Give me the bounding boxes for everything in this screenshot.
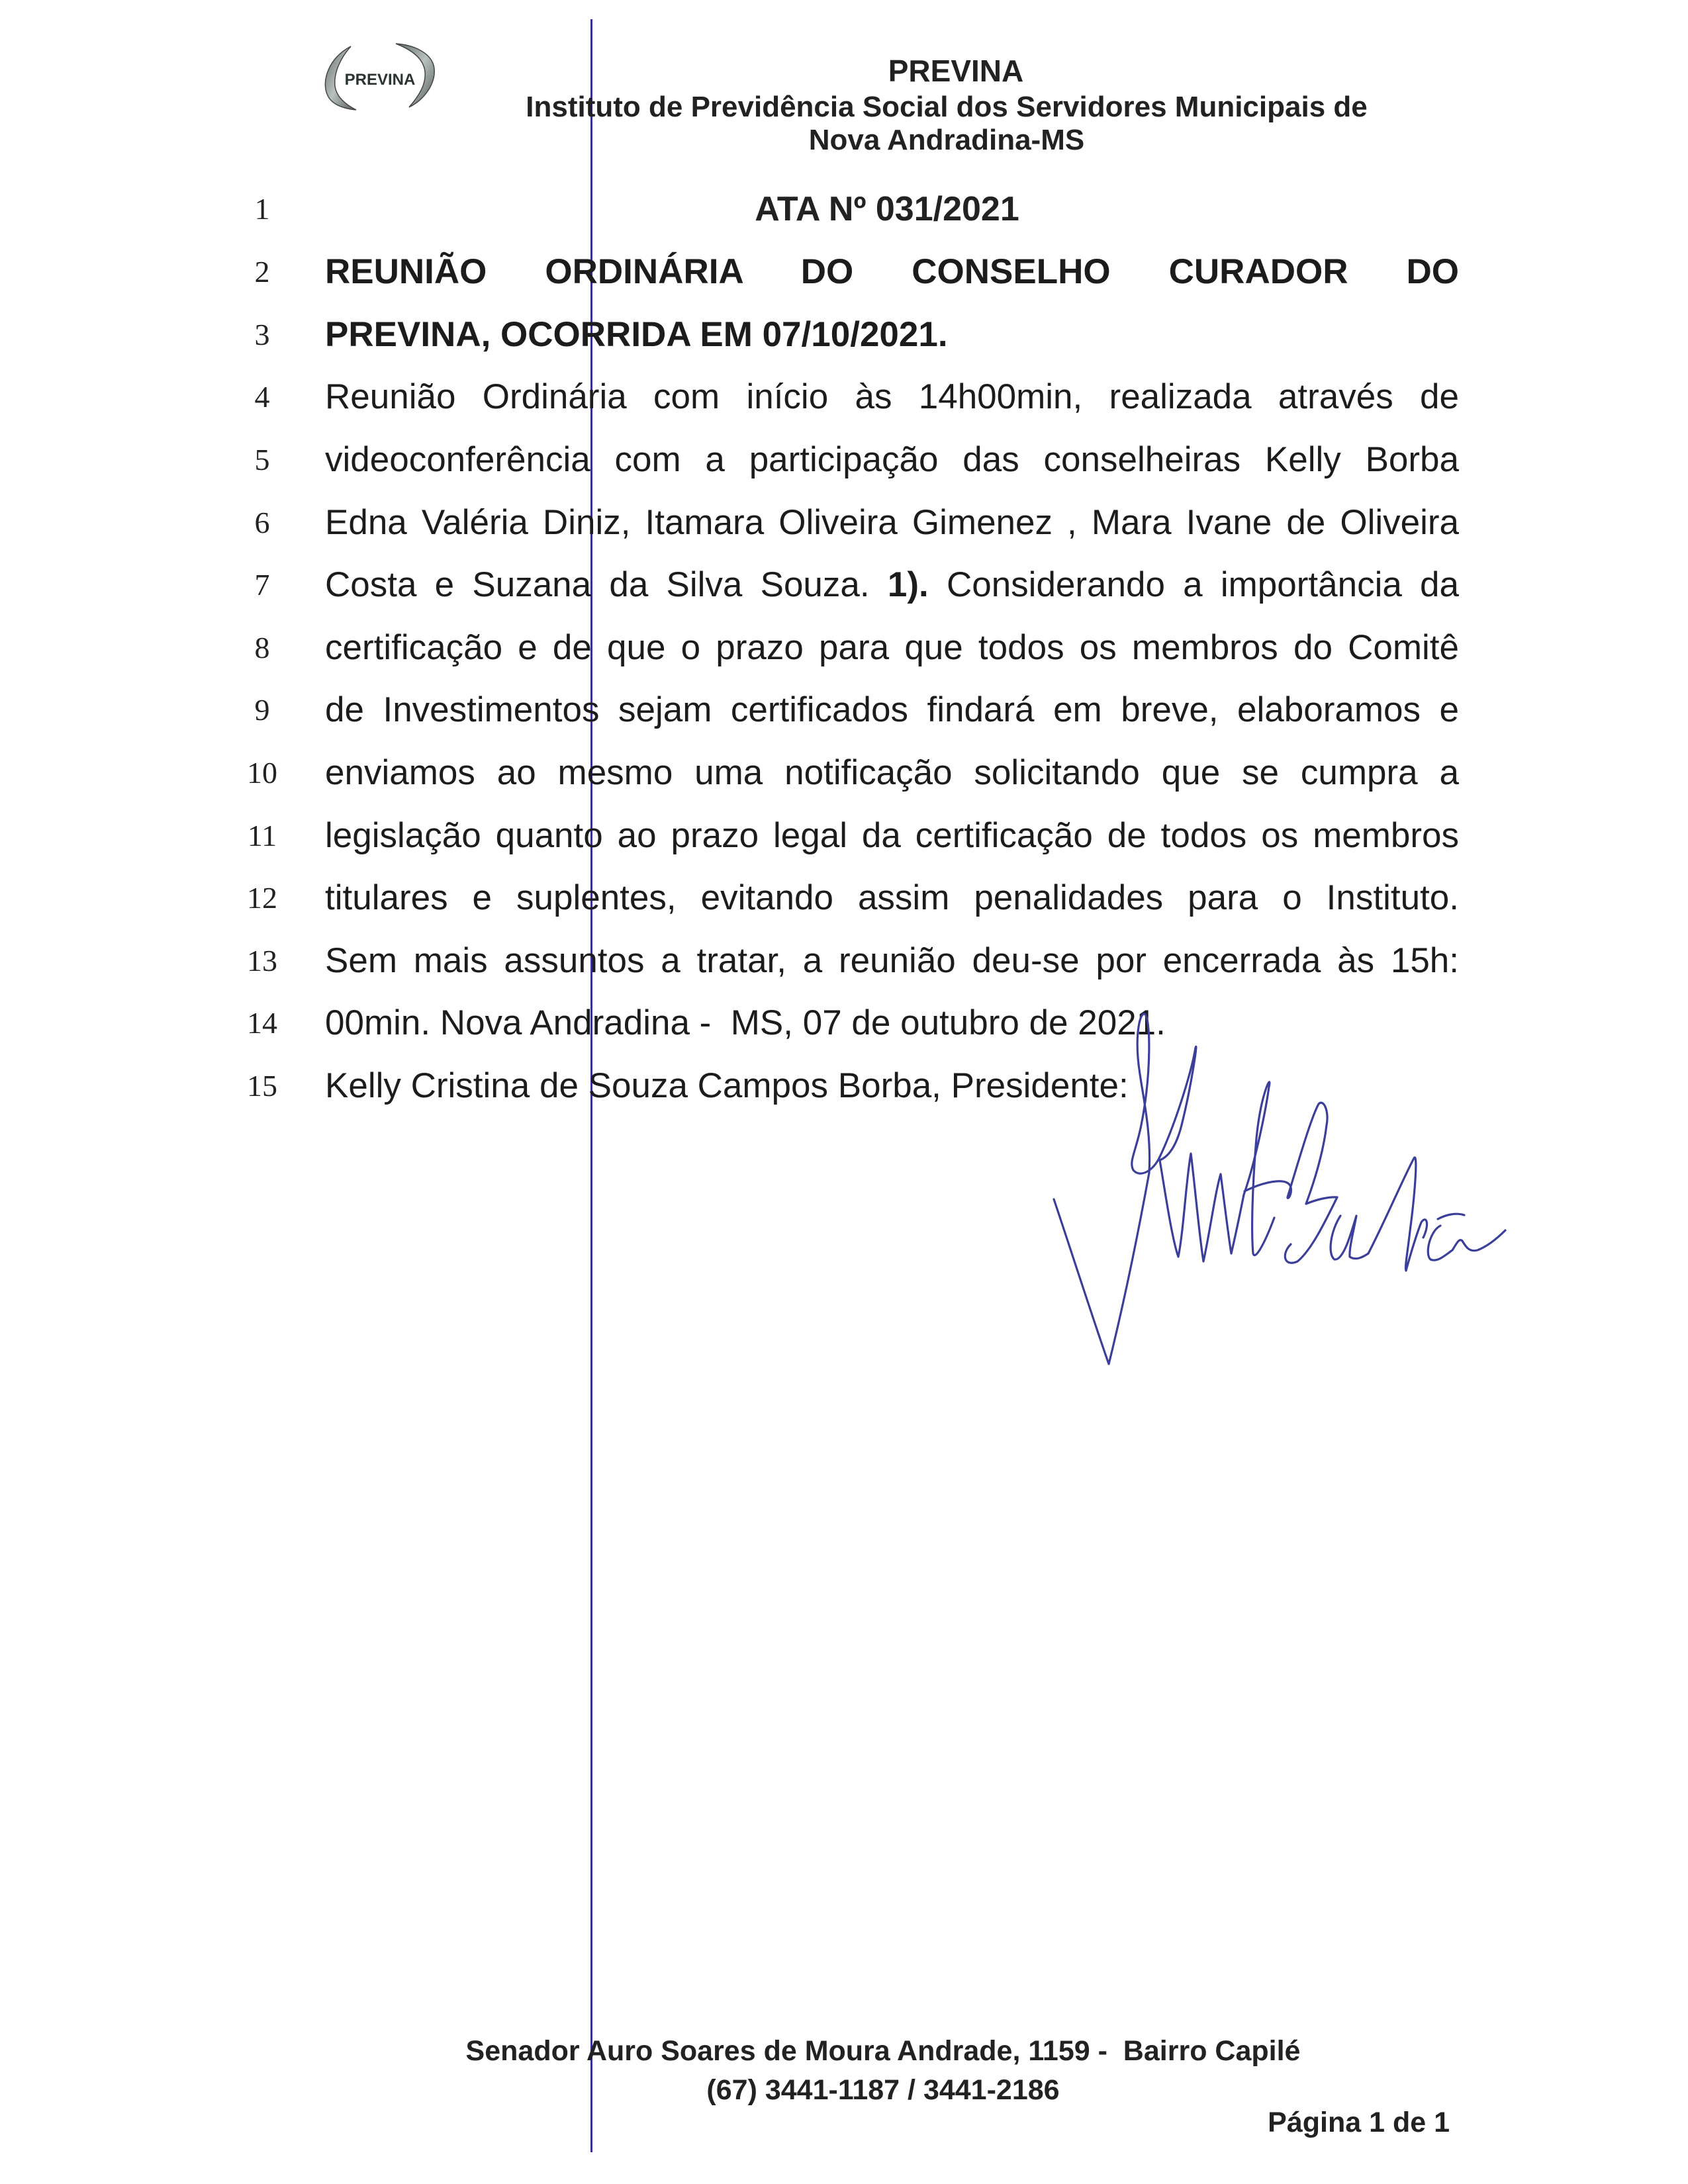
- previna-logo-icon: [316, 40, 444, 119]
- logo-text: PREVINA: [344, 71, 416, 89]
- line-number: 3: [254, 318, 270, 351]
- line-number: 5: [254, 443, 270, 477]
- body-line: enviamos ao mesmo uma notificação solicitando que se cumpra a: [325, 753, 1459, 792]
- signatory-line: Kelly Cristina de Souza Campos Borba, Presidente:: [325, 1066, 1129, 1105]
- footer-phone: (67) 3441-1187 / 3441-2186: [706, 2074, 1060, 2106]
- body-line: Reunião Ordinária com início às 14h00min, realizada através de: [325, 377, 1459, 416]
- institute-name: Instituto de Previdência Social dos Servidores Municipais de: [526, 91, 1368, 123]
- body-text: Considerando a importância da: [946, 565, 1459, 604]
- body-line: titulares e suplentes, evitando assim penalidades para o Instituto.: [325, 878, 1459, 917]
- line-number: 15: [247, 1069, 277, 1103]
- body-line: legislação quanto ao prazo legal da certificação de todos os membros: [325, 816, 1459, 855]
- footer-address: Senador Auro Soares de Moura Andrade, 1159 - Bairro Capilé: [465, 2035, 1301, 2067]
- document-title: ATA Nº 031/2021: [755, 190, 1019, 228]
- institute-city: Nova Andradina-MS: [808, 124, 1085, 156]
- line-number: 2: [254, 255, 270, 289]
- handwritten-signature-icon: [1033, 999, 1523, 1383]
- line-number: 9: [254, 693, 270, 727]
- body-line: certificação e de que o prazo para que todos os membros do Comitê: [325, 628, 1459, 667]
- signature: [1033, 999, 1523, 1383]
- subject-line-1: REUNIÃO ORDINÁRIA DO CONSELHO CURADOR DO: [325, 252, 1459, 291]
- body-line: [325, 565, 1459, 605]
- line-number: 14: [247, 1006, 277, 1040]
- body-text: Costa e Suzana da Silva Souza.: [325, 565, 870, 604]
- body-line: Sem mais assuntos a tratar, a reunião deu-se por encerrada às 15h:: [325, 941, 1459, 980]
- organization-name: PREVINA: [888, 54, 1024, 88]
- line-number: 11: [247, 819, 277, 852]
- subject-line-2: PREVINA, OCORRIDA EM 07/10/2021.: [325, 315, 948, 354]
- line-number: 1: [254, 192, 270, 226]
- body-line: 00min. Nova Andradina - MS, 07 de outubro de 2021.: [325, 1003, 1166, 1042]
- body-line: videoconferência com a participação das conselheiras Kelly Borba: [325, 440, 1459, 479]
- line-number: 10: [247, 756, 277, 790]
- body-line: de Investimentos sejam certificados findará em breve, elaboramos e: [325, 690, 1459, 729]
- line-number: 6: [254, 506, 270, 539]
- page-number: Página 1 de 1: [1268, 2107, 1450, 2138]
- previna-logo: [316, 40, 444, 119]
- item-number: 1).: [887, 565, 929, 604]
- line-number: 8: [254, 631, 270, 664]
- line-number: 13: [247, 944, 277, 978]
- body-line: Edna Valéria Diniz, Itamara Oliveira Gimenez , Mara Ivane de Oliveira: [325, 503, 1459, 542]
- line-number: 7: [254, 568, 270, 602]
- line-number: 4: [254, 380, 270, 414]
- line-number: 12: [247, 881, 277, 915]
